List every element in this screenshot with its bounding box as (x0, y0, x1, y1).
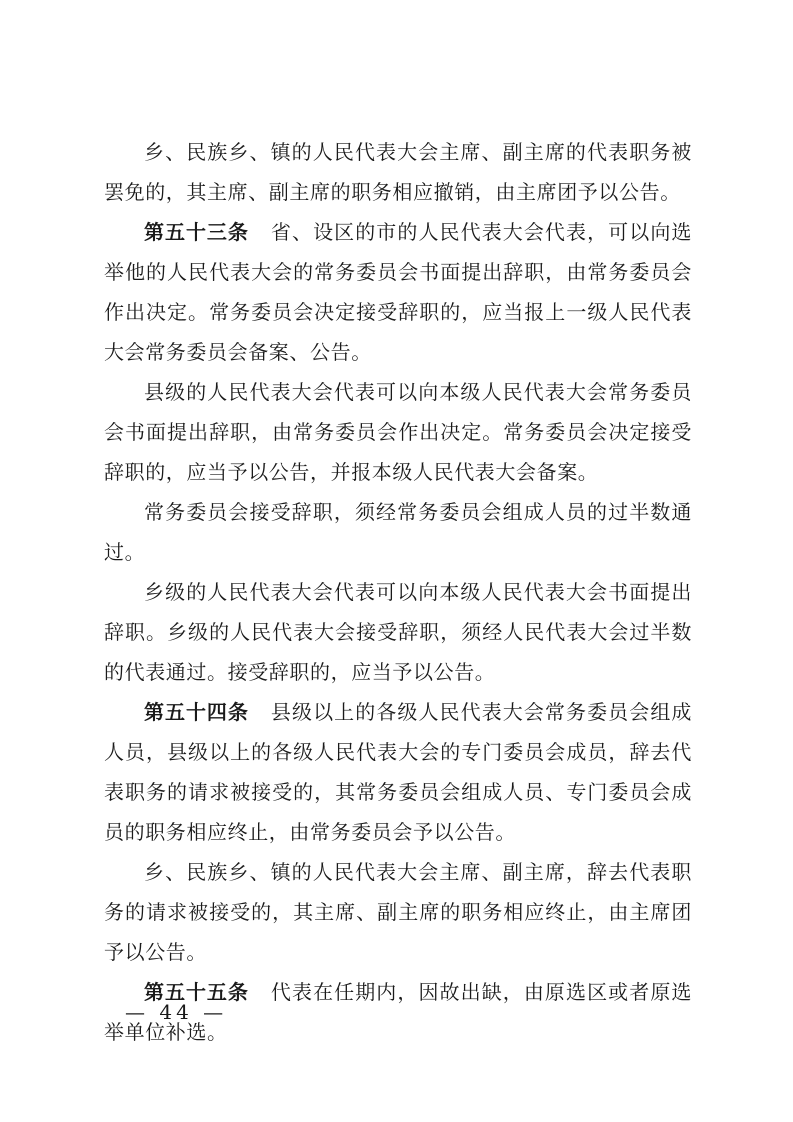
page-number: — 44 — (125, 1000, 228, 1024)
article-title: 第五十三条 (144, 220, 249, 244)
paragraph (104, 852, 692, 972)
article-title: 第五十五条 (144, 980, 249, 1004)
paragraph (104, 372, 692, 492)
document-body (104, 132, 692, 1052)
paragraph-text: 代表在任期内，因故出缺，由原选区或者原选举单位补选。 (104, 980, 693, 1044)
paragraph-text: 乡、民族乡、镇的人民代表大会主席、副主席，辞去代表职务的请求被接受的，其主席、副主席的职务相应终止，由主席团予以公告。 (104, 860, 692, 964)
article-54 (104, 692, 692, 852)
paragraph-text: 省、设区的市的人民代表大会代表，可以向选举他的人民代表大会的常务委员会书面提出辞职，由常务委员会作出决定。常务委员会决定接受辞职的，应当报上一级人民代表大会常务委员会备案、公告。 (104, 220, 693, 364)
article-53 (104, 212, 692, 372)
paragraph-text: 县级以上的各级人民代表大会常务委员会组成人员，县级以上的各级人民代表大会的专门委员会成员，辞去代表职务的请求被接受的，其常务委员会组成人员、专门委员会成员的职务相应终止，由常务委员会予以公告。 (104, 700, 693, 844)
paragraph (104, 572, 692, 692)
paragraph (104, 492, 692, 572)
paragraph (104, 132, 692, 212)
paragraph-text: 县级的人民代表大会代表可以向本级人民代表大会常务委员会书面提出辞职，由常务委员会作出决定。常务委员会决定接受辞职的，应当予以公告，并报本级人民代表大会备案。 (104, 380, 692, 484)
paragraph-text: 乡级的人民代表大会代表可以向本级人民代表大会书面提出辞职。乡级的人民代表大会接受辞职，须经人民代表大会过半数的代表通过。接受辞职的，应当予以公告。 (104, 580, 692, 684)
paragraph-text: 常务委员会接受辞职，须经常务委员会组成人员的过半数通过。 (104, 500, 692, 564)
article-title: 第五十四条 (144, 700, 249, 724)
paragraph-text: 乡、民族乡、镇的人民代表大会主席、副主席的代表职务被罢免的，其主席、副主席的职务相应撤销，由主席团予以公告。 (104, 140, 692, 204)
